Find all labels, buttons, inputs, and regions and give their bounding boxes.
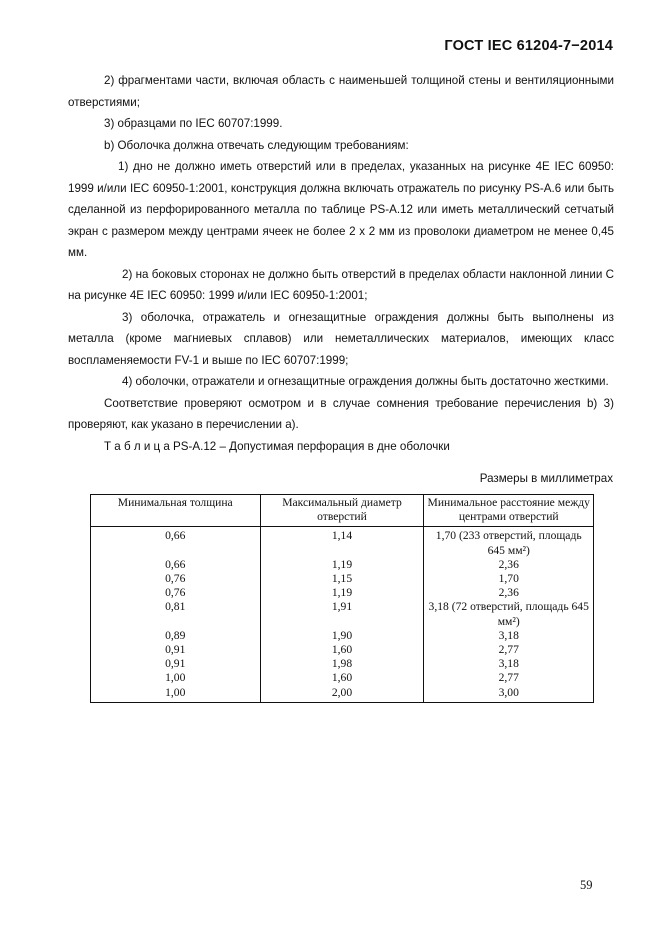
paragraph: 2) на боковых сторонах не должно быть отверстий в пределах области наклонной линии С на рисунке 4Е IEC 60950: 1999 и/или IEC 60950-1:2001;: [68, 267, 614, 302]
table-cell: 3,18 (72 отверстий, площадь 645 мм²): [424, 600, 594, 628]
paragraph: 1) дно не должно иметь отверстий или в пределах, указанных на рисунке 4Е IEC 60950: 1999 и/или IEC 60950-1:2001, конструкция должна включать отражатель по рисунку PS-A.6 или быть сделанной из перфорированного металла по таблице PS-A.12 или иметь металлический сетчатый экран с размером между центрами ячеек не более 2 х 2 мм из проволоки диаметром не менее 0,45 мм.: [68, 160, 614, 259]
table-row: [91, 671, 594, 685]
table-cell: 3,00: [424, 686, 594, 703]
table-row: [91, 600, 594, 628]
table-cell: 0,91: [91, 657, 261, 671]
table-row: [91, 643, 594, 657]
table-row: [91, 558, 594, 572]
table-cell: 0,81: [91, 600, 261, 628]
column-header: Максимальный диаметр отверстий: [260, 495, 424, 527]
table-cell: 0,66: [91, 527, 261, 558]
table-cell: 1,60: [260, 643, 424, 657]
page-number: 59: [580, 878, 593, 892]
table-cell: 1,19: [260, 558, 424, 572]
table-cell: 1,90: [260, 629, 424, 643]
paragraph: 4) оболочки, отражатели и огнезащитные ограждения должны быть достаточно жесткими.: [122, 375, 609, 388]
document-header: ГОСТ IEC 61204-7−2014: [444, 38, 613, 54]
table-cell: 1,70 (233 отверстий, площадь 645 мм²): [424, 527, 594, 558]
table-cell: 0,66: [91, 558, 261, 572]
body-text: [68, 70, 614, 457]
column-header: Минимальное расстояние между центрами отверстий: [424, 495, 594, 527]
paragraph: 3) оболочка, отражатель и огнезащитные ограждения должны быть выполнены из металла (кроме магниевых сплавов) или неметаллических материалов, имеющих класс воспламеняемости FV-1 и выше по IEC 60707:1999;: [68, 310, 614, 367]
table-cell: 1,60: [260, 671, 424, 685]
table-cell: 0,76: [91, 572, 261, 586]
table-cell: 1,00: [91, 686, 261, 703]
table-cell: 1,15: [260, 572, 424, 586]
table-header-row: [91, 495, 594, 527]
paragraph: b) Оболочка должна отвечать следующим требованиям:: [104, 138, 409, 152]
paragraph: 3) образцами по IEC 60707:1999.: [104, 117, 283, 130]
table-cell: 1,14: [260, 527, 424, 558]
perforation-table: [90, 494, 594, 703]
column-header: Минимальная толщина: [91, 495, 261, 527]
table-row: [91, 629, 594, 643]
units-note: Размеры в миллиметрах: [479, 472, 613, 485]
table-cell: 1,00: [91, 671, 261, 685]
table-row: [91, 527, 594, 558]
table-cell: 1,19: [260, 586, 424, 600]
table-cell: 2,77: [424, 671, 594, 685]
table-row: [91, 572, 594, 586]
table-row: [91, 686, 594, 703]
table-cell: 0,89: [91, 629, 261, 643]
table-cell: 2,00: [260, 686, 424, 703]
table-cell: 0,76: [91, 586, 261, 600]
paragraph: Соответствие проверяют осмотром и в случае сомнения требование перечисления b) 3) проверяют, как указано в перечислении а).: [68, 396, 614, 431]
table-cell: 1,70: [424, 572, 594, 586]
table-row: [91, 657, 594, 671]
table-cell: 1,91: [260, 600, 424, 628]
table-cell: 3,18: [424, 657, 594, 671]
table-caption: Т а б л и ц а PS-A.12 – Допустимая перфорация в дне оболочки: [104, 439, 450, 453]
table-cell: 2,36: [424, 558, 594, 572]
table-cell: 3,18: [424, 629, 594, 643]
table-row: [91, 586, 594, 600]
table-cell: 2,77: [424, 643, 594, 657]
paragraph: 2) фрагментами части, включая область с наименьшей толщиной стены и вентиляционными отверстиями;: [68, 74, 614, 109]
table-cell: 1,98: [260, 657, 424, 671]
table-cell: 2,36: [424, 586, 594, 600]
table-cell: 0,91: [91, 643, 261, 657]
